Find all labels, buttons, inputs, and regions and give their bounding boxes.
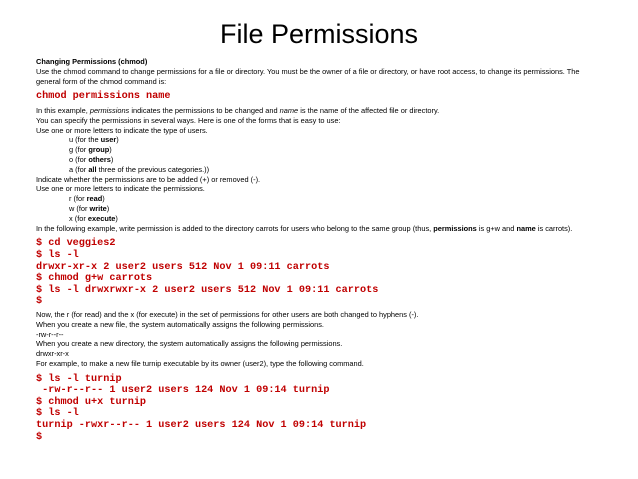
code-line: $ ls -l drwxrwxr-x 2 user2 users 512 Nov 1 09:11 carrots bbox=[36, 284, 379, 296]
user-type-item: u (for the user) bbox=[69, 135, 119, 145]
code-line: $ bbox=[36, 431, 43, 443]
explain-paragraph: In this example, permissions indicates the permissions to be changed and name is the name of the affected file or directory. bbox=[36, 105, 440, 115]
code-line: $ bbox=[36, 296, 43, 308]
slide-title: File Permissions bbox=[219, 19, 419, 49]
permission-item: w (for write) bbox=[69, 203, 110, 213]
code-line: $ chmod g+w carrots bbox=[36, 273, 153, 285]
added-removed-line: Indicate whether the permissions are to be added (+) or removed (-). bbox=[36, 174, 261, 184]
code-line: $ ls -l turnip bbox=[36, 373, 122, 385]
users-intro: Use one or more letters to indicate the type of users. bbox=[36, 125, 208, 135]
code-line: drwxr-xr-x 2 user2 users 512 Nov 1 09:11 carrots bbox=[36, 261, 330, 273]
code-line: turnip -rwxr--r-- 1 user2 users 124 Nov 1 09:14 turnip bbox=[36, 420, 367, 432]
section-heading: Changing Permissions (chmod) bbox=[36, 57, 148, 66]
user-type-item: o (for others) bbox=[69, 154, 114, 164]
new-file-line: When you create a new file, the system automatically assigns the following permissions. bbox=[36, 319, 324, 329]
slide-body bbox=[36, 57, 596, 443]
code-block-turnip bbox=[36, 374, 596, 444]
code-block-carrots bbox=[36, 238, 596, 308]
permission-item: r (for read) bbox=[69, 194, 105, 204]
intro-paragraph: Use the chmod command to change permissions for a file or directory. You must be the owner of a file or directory, or have root access, to change its permissions. The general form of the chmod command is: bbox=[36, 66, 580, 86]
code-line: $ ls -l bbox=[36, 408, 79, 420]
syntax-line: chmod permissions name bbox=[36, 91, 171, 103]
turnip-intro: For example, to make a new file turnip executable by its owner (user2), type the following command. bbox=[36, 358, 364, 368]
new-dir-line: When you create a new directory, the system automatically assigns the following permissions. bbox=[36, 339, 343, 349]
code-line: $ cd veggies2 bbox=[36, 238, 116, 250]
permission-item: x (for execute) bbox=[69, 213, 118, 223]
code-line: $ ls -l bbox=[36, 249, 79, 261]
user-type-item: a (for all three of the previous categories.)) bbox=[69, 164, 210, 174]
now-paragraph: Now, the r (for read) and the x (for execute) in the set of permissions for other users are both changed to hyphens (-). bbox=[36, 309, 419, 319]
code-line: -rw-r--r-- 1 user2 users 124 Nov 1 09:14 turnip bbox=[36, 385, 330, 397]
code-line: $ chmod u+x turnip bbox=[36, 396, 147, 408]
specify-line: You can specify the permissions in several ways. Here is one of the forms that is easy to use: bbox=[36, 115, 341, 125]
example-paragraph: In the following example, write permission is added to the directory carrots for users who belong to the same group (thus, permissions is g+w and name is carrots). bbox=[36, 223, 573, 233]
user-type-item: g (for group) bbox=[69, 145, 112, 155]
perm-intro: Use one or more letters to indicate the permissions. bbox=[36, 184, 205, 194]
file-permission-value: -rw-r--r-- bbox=[36, 329, 64, 339]
dir-permission-value: drwxr-xr-x bbox=[36, 349, 69, 359]
